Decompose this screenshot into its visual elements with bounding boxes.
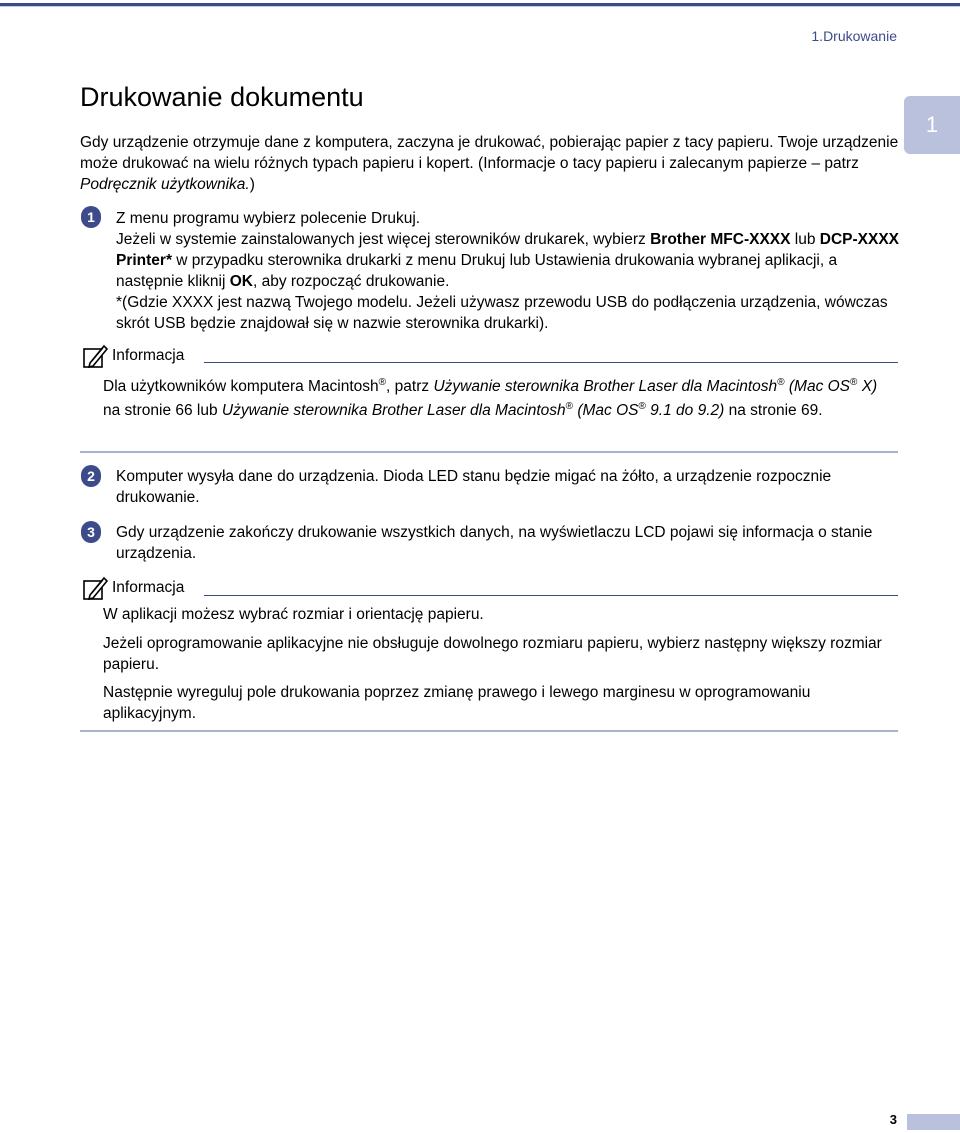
reg-mark: ® <box>378 376 387 388</box>
reg-mark: ® <box>638 400 646 412</box>
note-1-mac-os-1: (Mac OS <box>784 378 851 395</box>
note-1-text-4: na stronie 69. <box>724 402 823 419</box>
note-1-separator <box>80 451 898 453</box>
note-1-mac-os-2: (Mac OS <box>573 402 639 419</box>
step-1-text-c: w przypadku sterownika drukarki z menu Drukuj lub Ustawienia drukowania wybranej aplikacji, a następnie kliknij <box>116 252 838 290</box>
step-1-instruction: Z menu programu wybierz polecenie Drukuj. <box>116 210 421 227</box>
step-1-text-a: Jeżeli w systemie zainstalowanych jest więcej sterowników drukarek, wybierz <box>116 231 651 248</box>
note-1-title: Informacja <box>112 347 185 364</box>
page-title: Drukowanie dokumentu <box>80 82 364 112</box>
note-1-mac-x: X) <box>857 378 878 395</box>
step-3-badge: 3 <box>81 521 101 543</box>
intro-reference: Podręcznik użytkownika. <box>80 176 250 193</box>
footer-tab <box>907 1114 960 1130</box>
note-pencil-icon <box>82 343 108 369</box>
reg-mark: ® <box>850 376 858 388</box>
step-3-text: Gdy urządzenie zakończy drukowanie wszystkich danych, na wyświetlaczu LCD pojawi się informacja o stanie urządzenia. <box>116 524 873 562</box>
step-1-footnote: *(Gdzie XXXX jest nazwą Twojego modelu. Jeżeli używasz przewodu USB do podłączenia urządzenia, wówczas skrót USB będzie znajdował się w nazwie sterownika drukarki). <box>116 294 888 332</box>
step-1-model-dcp: DCP-XXXX Printer* <box>116 231 900 269</box>
step-1-badge: 1 <box>81 206 101 228</box>
note-1-text-1: Dla użytkowników komputera Macintosh <box>103 378 379 395</box>
note-2-paragraph-2: Jeżeli oprogramowanie aplikacyjne nie obsługuje dowolnego rozmiaru papieru, wybierz następny większy rozmiar papieru. <box>103 635 882 673</box>
note-2-title: Informacja <box>112 579 185 596</box>
chapter-tab: 1 <box>904 96 960 154</box>
step-2-badge: 2 <box>81 465 101 487</box>
note-pencil-icon <box>82 575 108 601</box>
note-2-paragraph-1: W aplikacji możesz wybrać rozmiar i orientację papieru. <box>103 606 484 623</box>
step-1-text-d: , aby rozpocząć drukowanie. <box>252 273 450 290</box>
step-1-details <box>116 229 906 334</box>
note-2-separator <box>80 730 898 732</box>
step-1-text-b: lub <box>790 231 820 248</box>
note-1-rule <box>204 362 898 363</box>
note-1-heading <box>82 343 184 369</box>
note-2-heading <box>82 575 184 601</box>
intro-text: Gdy urządzenie otrzymuje dane z komputera, zaczyna je drukować, pobierając papier z tacy papieru. Twoje urządzenie może drukować na wielu różnych typach papieru i kopert. (Informacje o tacy papieru i zalecanym papierze – patrz <box>80 134 899 172</box>
note-1-text-3: na stronie 66 lub <box>103 402 222 419</box>
note-1-ref-1: Używanie sterownika Brother Laser dla Macintosh <box>433 378 778 395</box>
note-2-paragraph-3: Następnie wyreguluj pole drukowania poprzez zmianę prawego i lewego marginesu w oprogramowaniu aplikacyjnym. <box>103 684 811 722</box>
intro-text-end: ) <box>249 176 255 193</box>
page-number: 3 <box>889 1112 897 1127</box>
note-1-text-2: , patrz <box>386 378 434 395</box>
intro-paragraph <box>80 132 900 195</box>
reg-mark: ® <box>565 400 574 412</box>
reg-mark: ® <box>777 376 785 388</box>
note-1-ref-2: Używanie sterownika Brother Laser dla Macintosh <box>221 402 566 419</box>
note-1-body <box>103 375 898 423</box>
step-1-ok-label: OK <box>229 273 253 290</box>
header-underline <box>0 6 960 7</box>
step-2-text: Komputer wysyła dane do urządzenia. Dioda LED stanu będzie migać na żółto, a urządzenie rozpocznie drukowanie. <box>116 468 832 506</box>
step-1-model-mfc: Brother MFC-XXXX <box>650 231 791 248</box>
note-2-rule <box>204 595 898 596</box>
running-head: 1.Drukowanie <box>811 28 897 44</box>
note-1-mac-9: 9.1 do 9.2) <box>645 402 725 419</box>
